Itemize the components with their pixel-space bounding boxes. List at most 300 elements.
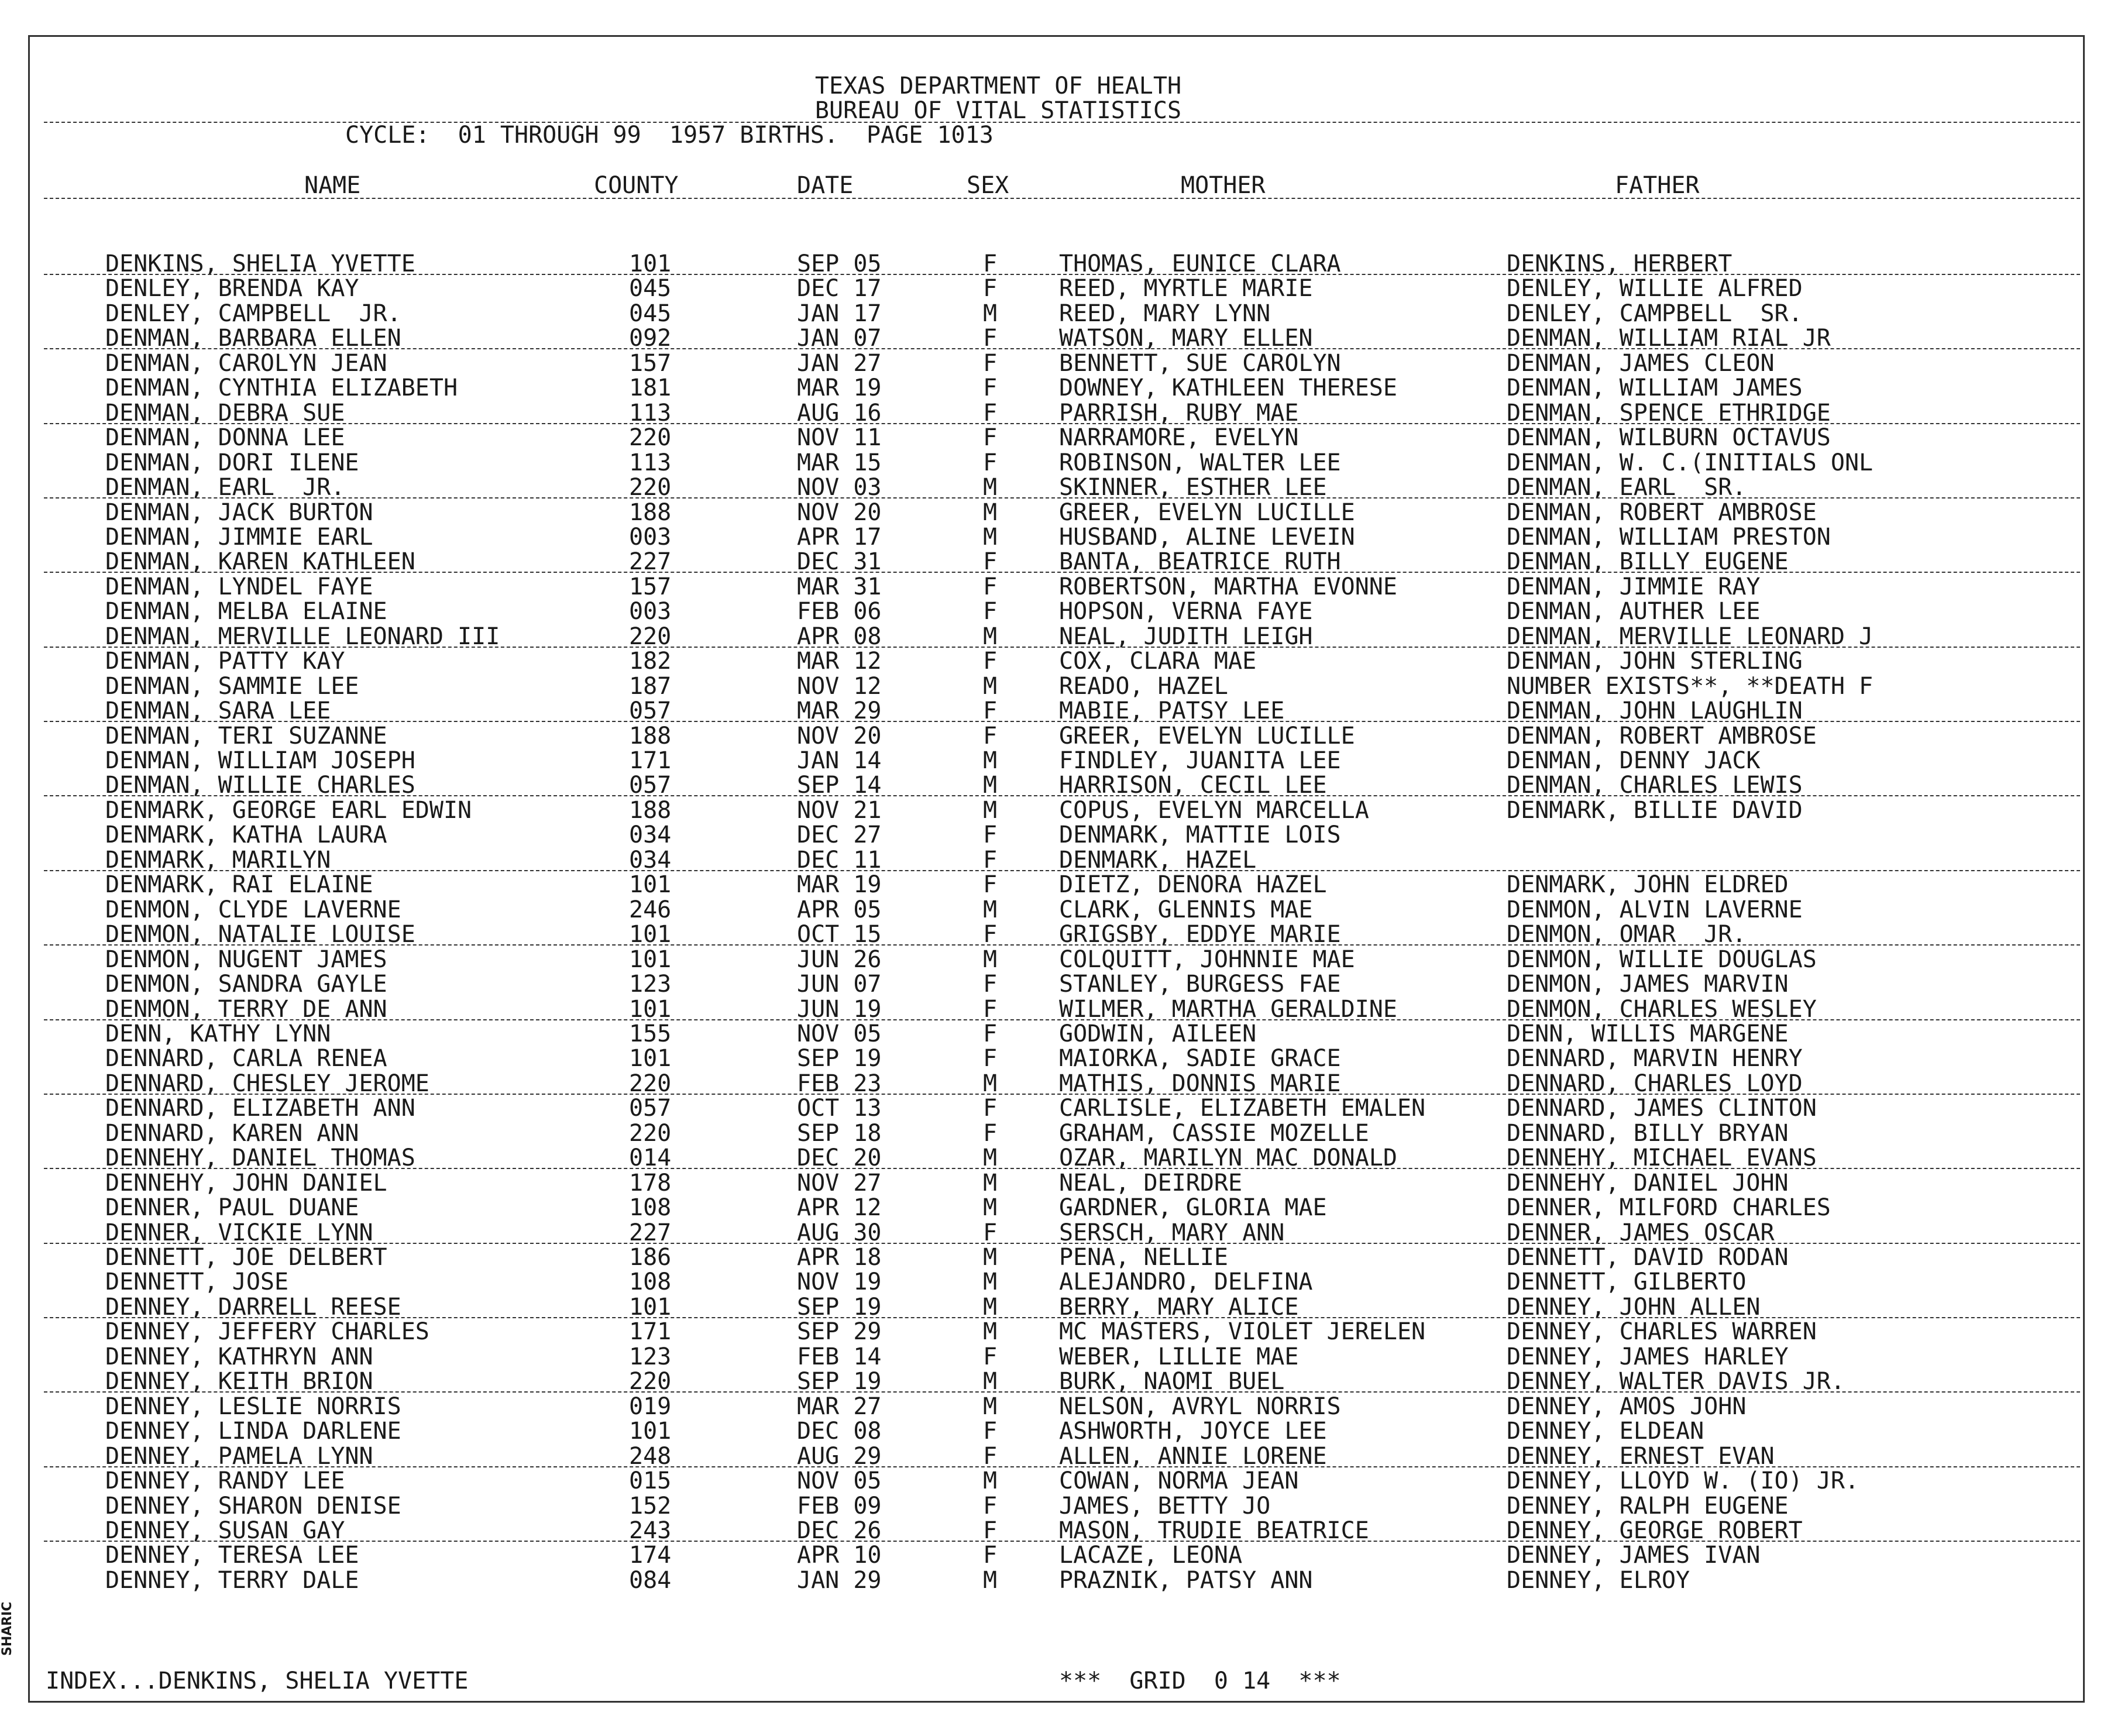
cell-county: 045 [629,275,672,302]
cell-mother: SKINNER, ESTHER LEE [1059,474,1327,501]
table-row [0,401,2114,425]
cell-mother: ALLEN, ANNIE LORENE [1059,1442,1327,1470]
cell-date: JAN 27 [797,349,882,377]
cell-father: DENNEY, LLOYD W. (IO) JR. [1507,1467,1859,1495]
cell-name: DENMON, NUGENT JAMES [105,946,387,973]
table-row [0,525,2114,549]
cell-father: DENNEY, GEORGE ROBERT [1507,1517,1803,1544]
cell-sex: F [983,1542,998,1569]
cell-date: JAN 07 [797,325,882,352]
cell-date: MAR 12 [797,648,882,675]
cell-date: DEC 20 [797,1144,882,1172]
cell-county: 092 [629,325,672,352]
col-header-mother: MOTHER [1181,172,1266,199]
cell-mother: COWAN, NORMA JEAN [1059,1467,1299,1495]
cell-name: DENNEY, DARRELL REESE [105,1293,401,1321]
table-row [0,276,2114,301]
footer-index: INDEX...DENKINS, SHELIA YVETTE [46,1668,469,1694]
cell-county: 157 [629,573,672,600]
cell-county: 101 [629,250,672,277]
cell-father: DENNEY, WALTER DAVIS JR. [1507,1368,1845,1395]
col-header-county: COUNTY [594,172,679,199]
cell-father: DENLEY, WILLIE ALFRED [1507,275,1803,302]
cell-sex: M [983,1368,998,1395]
cell-name: DENMAN, JIMMIE EARL [105,523,373,551]
cell-date: SEP 05 [797,250,882,277]
cell-date: AUG 30 [797,1219,882,1246]
cell-name: DENN, KATHY LYNN [105,1020,331,1047]
cell-father: DENN, WILLIS MARGENE [1507,1020,1789,1047]
cell-father: DENMAN, JIMMIE RAY [1507,573,1761,600]
cell-father: DENNEY, ELDEAN [1507,1418,1704,1445]
cell-mother: GREER, EVELYN LUCILLE [1059,499,1355,526]
cell-name: DENNEY, LINDA DARLENE [105,1418,401,1445]
cell-mother: MABIE, PATSY LEE [1059,697,1285,725]
table-row [0,1543,2114,1567]
cell-date: DEC 11 [797,846,882,874]
cell-county: 101 [629,1418,672,1445]
cell-father: DENNETT, GILBERTO [1507,1269,1747,1296]
table-row [0,649,2114,673]
cell-name: DENNARD, CARLA RENEA [105,1045,387,1072]
table-row [0,848,2114,872]
cell-mother: CARLISLE, ELIZABETH EMALEN [1059,1095,1426,1122]
cell-county: 057 [629,697,672,725]
cell-date: NOV 05 [797,1020,882,1047]
cell-name: DENNEY, JEFFERY CHARLES [105,1318,429,1346]
cell-name: DENNEY, TERESA LEE [105,1542,359,1569]
table-row [0,1319,2114,1344]
cell-sex: F [983,921,998,948]
cell-sex: F [983,424,998,452]
cell-father: DENMAN, MERVILLE LEONARD J [1507,623,1874,650]
table-row [0,500,2114,525]
cell-date: JUN 26 [797,946,882,973]
cell-county: 101 [629,921,672,948]
col-header-date: DATE [797,172,854,199]
cell-sex: M [983,946,998,973]
cell-name: DENMON, NATALIE LOUISE [105,921,415,948]
cell-sex: F [983,648,998,675]
cell-mother: NARRAMORE, EVELYN [1059,424,1299,452]
cell-father: DENMON, ALVIN LAVERNE [1507,896,1803,923]
cell-mother: GRIGSBY, EDDYE MARIE [1059,921,1341,948]
cell-county: 101 [629,946,672,973]
cell-name: DENNETT, JOSE [105,1269,289,1296]
cell-mother: MASON, TRUDIE BEATRICE [1059,1517,1369,1544]
cell-sex: F [983,275,998,302]
cell-sex: F [983,1095,998,1122]
cell-county: 034 [629,846,672,874]
table-row [0,872,2114,897]
cell-name: DENMAN, BARBARA ELLEN [105,325,401,352]
cell-mother: GARDNER, GLORIA MAE [1059,1194,1327,1222]
cell-county: 220 [629,1119,672,1147]
cell-name: DENNEHY, DANIEL THOMAS [105,1144,415,1172]
table-row [0,1096,2114,1120]
table-row [0,1121,2114,1146]
cell-name: DENMAN, KAREN KATHLEEN [105,548,415,576]
cell-name: DENMAN, LYNDEL FAYE [105,573,373,600]
cell-name: DENMAN, PATTY KAY [105,648,345,675]
cell-date: AUG 16 [797,399,882,427]
cell-father: DENNARD, JAMES CLINTON [1507,1095,1817,1122]
cell-county: 123 [629,1343,672,1370]
table-row [0,451,2114,475]
cell-mother: THOMAS, EUNICE CLARA [1059,250,1341,277]
table-row [0,1369,2114,1394]
cell-date: NOV 12 [797,672,882,700]
cell-father: DENMAN, WILBURN OCTAVUS [1507,424,1831,452]
cell-mother: WEBER, LILLIE MAE [1059,1343,1299,1370]
cell-county: 157 [629,349,672,377]
cell-father: DENMON, WILLIE DOUGLAS [1507,946,1817,973]
cell-date: NOV 05 [797,1467,882,1495]
cell-mother: GREER, EVELYN LUCILLE [1059,722,1355,750]
cell-mother: PRAZNIK, PATSY ANN [1059,1566,1313,1594]
cell-sex: F [983,1020,998,1047]
cell-date: AUG 29 [797,1442,882,1470]
table-row [0,748,2114,773]
table-row [0,1345,2114,1369]
cell-date: OCT 15 [797,921,882,948]
table-row [0,823,2114,847]
cell-date: MAR 15 [797,449,882,476]
cell-county: 174 [629,1542,672,1569]
row-group-rule [44,944,2080,946]
cell-county: 246 [629,896,672,923]
cell-county: 155 [629,1020,672,1047]
cell-mother: BURK, NAOMI BUEL [1059,1368,1285,1395]
cell-mother: REED, MARY LYNN [1059,300,1271,327]
cell-father: DENNEHY, MICHAEL EVANS [1507,1144,1817,1172]
cell-date: JAN 29 [797,1566,882,1594]
cell-mother: ASHWORTH, JOYCE LEE [1059,1418,1327,1445]
cell-name: DENMAN, JACK BURTON [105,499,373,526]
cell-mother: GODWIN, AILEEN [1059,1020,1257,1047]
cell-date: SEP 19 [797,1368,882,1395]
cell-sex: M [983,1144,998,1172]
table-row [0,997,2114,1022]
cell-sex: F [983,1442,998,1470]
table-row [0,773,2114,797]
cell-date: FEB 06 [797,598,882,625]
cell-date: MAR 19 [797,374,882,402]
table-row [0,549,2114,574]
cell-date: DEC 26 [797,1517,882,1544]
cell-father: DENNARD, MARVIN HENRY [1507,1045,1803,1072]
cell-mother: COLQUITT, JOHNNIE MAE [1059,946,1355,973]
cell-sex: F [983,573,998,600]
cell-county: 003 [629,598,672,625]
cell-sex: F [983,1219,998,1246]
table-row [0,922,2114,947]
cell-sex: M [983,1194,998,1222]
cell-county: 019 [629,1393,672,1420]
table-row [0,1195,2114,1220]
cell-county: 152 [629,1492,672,1520]
cell-father: DENMAN, JOHN STERLING [1507,648,1803,675]
cell-mother: BENNETT, SUE CAROLYN [1059,349,1341,377]
cell-father: DENMARK, BILLIE DAVID [1507,796,1803,824]
table-row [0,972,2114,996]
cell-name: DENMAN, CYNTHIA ELIZABETH [105,374,458,402]
cell-date: APR 17 [797,523,882,551]
cell-date: FEB 23 [797,1070,882,1097]
table-row [0,1469,2114,1493]
cell-county: 227 [629,1219,672,1246]
cell-date: SEP 14 [797,772,882,799]
table-row [0,1494,2114,1518]
cell-sex: F [983,1119,998,1147]
cell-name: DENMAN, CAROLYN JEAN [105,349,387,377]
cell-mother: DIETZ, DENORA HAZEL [1059,871,1327,899]
table-row [0,1071,2114,1096]
cell-date: FEB 09 [797,1492,882,1520]
column-header-rule [44,198,2080,199]
cell-sex: F [983,250,998,277]
cell-sex: M [983,1269,998,1296]
cell-county: 108 [629,1269,672,1296]
table-row [0,624,2114,649]
cell-sex: M [983,523,998,551]
cell-father: DENNEHY, DANIEL JOHN [1507,1169,1789,1197]
cell-mother: PENA, NELLIE [1059,1244,1228,1271]
cell-county: 188 [629,722,672,750]
cell-sex: M [983,623,998,650]
cell-sex: M [983,499,998,526]
table-row [0,1295,2114,1319]
row-group-rule [44,1168,2080,1169]
cell-sex: F [983,722,998,750]
cell-father: DENMAN, WILLIAM JAMES [1507,374,1803,402]
cell-name: DENNER, VICKIE LYNN [105,1219,373,1246]
cell-county: 220 [629,424,672,452]
cell-name: DENMARK, MARILYN [105,846,331,874]
table-row [0,699,2114,723]
table-row [0,674,2114,699]
cell-sex: F [983,971,998,998]
cell-name: DENMAN, WILLIE CHARLES [105,772,415,799]
cell-name: DENNETT, JOE DELBERT [105,1244,387,1271]
cell-date: DEC 17 [797,275,882,302]
cell-sex: M [983,1244,998,1271]
cell-sex: F [983,1517,998,1544]
cell-sex: F [983,995,998,1023]
cell-sex: M [983,1566,998,1594]
cell-date: JAN 17 [797,300,882,327]
table-row [0,1245,2114,1270]
table-row [0,1171,2114,1195]
cell-sex: M [983,1318,998,1346]
table-row [0,898,2114,922]
cell-name: DENMON, TERRY DE ANN [105,995,387,1023]
cell-father: DENMAN, DENNY JACK [1507,747,1761,774]
cell-name: DENNARD, KAREN ANN [105,1119,359,1147]
cell-name: DENLEY, BRENDA KAY [105,275,359,302]
cell-sex: M [983,1293,998,1321]
cell-father: NUMBER EXISTS**, **DEATH F [1507,672,1874,700]
cell-date: OCT 13 [797,1095,882,1122]
table-row [0,1146,2114,1170]
cell-date: DEC 08 [797,1418,882,1445]
cell-county: 057 [629,1095,672,1122]
cell-county: 084 [629,1566,672,1594]
cell-mother: MC MASTERS, VIOLET JERELEN [1059,1318,1426,1346]
footer-grid: *** GRID 0 14 *** [1059,1668,1341,1694]
cell-name: DENNEY, TERRY DALE [105,1566,359,1594]
cell-mother: WILMER, MARTHA GERALDINE [1059,995,1397,1023]
cell-date: MAR 19 [797,871,882,899]
cell-county: 034 [629,821,672,849]
cell-mother: HOPSON, VERNA FAYE [1059,598,1313,625]
cell-father: DENMAN, WILLIAM PRESTON [1507,523,1831,551]
cell-sex: M [983,772,998,799]
cycle-line: CYCLE: 01 THROUGH 99 1957 BIRTHS. PAGE 1013 [345,122,994,149]
cell-sex: F [983,598,998,625]
cell-county: 113 [629,449,672,476]
cell-father: DENMAN, EARL SR. [1507,474,1747,501]
cell-mother: HARRISON, CECIL LEE [1059,772,1327,799]
cell-name: DENNEHY, JOHN DANIEL [105,1169,387,1197]
cell-mother: CLARK, GLENNIS MAE [1059,896,1313,923]
cell-date: NOV 21 [797,796,882,824]
cell-father: DENNER, MILFORD CHARLES [1507,1194,1831,1222]
cell-sex: M [983,1070,998,1097]
cell-sex: F [983,325,998,352]
cell-date: JUN 07 [797,971,882,998]
table-row [0,1046,2114,1071]
cell-date: JUN 19 [797,995,882,1023]
cell-date: SEP 19 [797,1293,882,1321]
cell-county: 101 [629,995,672,1023]
cell-county: 182 [629,648,672,675]
cell-name: DENNEY, KEITH BRION [105,1368,373,1395]
cell-sex: F [983,399,998,427]
cell-date: MAR 27 [797,1393,882,1420]
cell-date: DEC 27 [797,821,882,849]
cell-date: SEP 29 [797,1318,882,1346]
cell-date: APR 18 [797,1244,882,1271]
cell-mother: FINDLEY, JUANITA LEE [1059,747,1341,774]
table-row [0,425,2114,450]
table-row [0,351,2114,376]
cell-father: DENKINS, HERBERT [1507,250,1733,277]
cell-county: 227 [629,548,672,576]
cell-mother: MAIORKA, SADIE GRACE [1059,1045,1341,1072]
cell-mother: JAMES, BETTY JO [1059,1492,1271,1520]
cell-date: MAR 29 [797,697,882,725]
cell-name: DENMARK, RAI ELAINE [105,871,373,899]
cell-name: DENMAN, TERI SUZANNE [105,722,387,750]
cell-date: NOV 11 [797,424,882,452]
cell-mother: NEAL, JUDITH LEIGH [1059,623,1313,650]
cell-name: DENNEY, RANDY LEE [105,1467,345,1495]
cell-date: APR 05 [797,896,882,923]
cell-county: 220 [629,1368,672,1395]
cell-mother: ALEJANDRO, DELFINA [1059,1269,1313,1296]
cell-sex: F [983,871,998,899]
cell-county: 015 [629,1467,672,1495]
cell-county: 045 [629,300,672,327]
cell-mother: DOWNEY, KATHLEEN THERESE [1059,374,1397,402]
cell-father: DENNEY, JAMES HARLEY [1507,1343,1789,1370]
cell-mother: STANLEY, BURGESS FAE [1059,971,1341,998]
table-row [0,376,2114,400]
cell-sex: F [983,821,998,849]
cell-date: NOV 20 [797,722,882,750]
cell-county: 108 [629,1194,672,1222]
cell-name: DENMAN, MELBA ELAINE [105,598,387,625]
cell-date: NOV 27 [797,1169,882,1197]
row-group-rule [44,497,2080,499]
cell-county: 003 [629,523,672,551]
cell-county: 101 [629,1045,672,1072]
cell-county: 178 [629,1169,672,1197]
cell-name: DENNEY, SHARON DENISE [105,1492,401,1520]
col-header-sex: SEX [967,172,1009,199]
cell-name: DENMON, SANDRA GAYLE [105,971,387,998]
table-row [0,575,2114,599]
cell-name: DENMAN, SAMMIE LEE [105,672,359,700]
cell-date: FEB 14 [797,1343,882,1370]
table-row [0,599,2114,624]
cell-name: DENMON, CLYDE LAVERNE [105,896,401,923]
table-row [0,1518,2114,1543]
cell-father: DENNEY, JAMES IVAN [1507,1542,1761,1569]
cell-date: NOV 03 [797,474,882,501]
cell-father: DENNEY, AMOS JOHN [1507,1393,1747,1420]
col-header-father: FATHER [1615,172,1700,199]
cell-father: DENMAN, SPENCE ETHRIDGE [1507,399,1831,427]
table-row [0,1022,2114,1046]
cell-name: DENMAN, MERVILLE LEONARD III [105,623,500,650]
cell-father: DENMON, OMAR JR. [1507,921,1747,948]
cell-sex: F [983,697,998,725]
cell-father: DENMAN, JAMES CLEON [1507,349,1775,377]
cell-sex: F [983,449,998,476]
cell-county: 248 [629,1442,672,1470]
cell-mother: LACAZE, LEONA [1059,1542,1243,1569]
cell-county: 243 [629,1517,672,1544]
cell-sex: M [983,474,998,501]
cell-father: DENNEY, ELROY [1507,1566,1690,1594]
cell-county: 014 [629,1144,672,1172]
cell-sex: F [983,1492,998,1520]
cell-sex: F [983,1343,998,1370]
cell-father: DENNER, JAMES OSCAR [1507,1219,1775,1246]
cell-mother: GRAHAM, CASSIE MOZELLE [1059,1119,1369,1147]
cell-mother: REED, MYRTLE MARIE [1059,275,1313,302]
cell-name: DENMAN, EARL JR. [105,474,345,501]
cell-father: DENMAN, ROBERT AMBROSE [1507,722,1817,750]
table-row [0,1221,2114,1245]
cell-mother: BANTA, BEATRICE RUTH [1059,548,1341,576]
cell-father: DENNEY, CHARLES WARREN [1507,1318,1817,1346]
cell-name: DENMAN, DORI ILENE [105,449,359,476]
cell-sex: M [983,896,998,923]
cell-mother: NEAL, DEIRDRE [1059,1169,1243,1197]
cell-father: DENMAN, ROBERT AMBROSE [1507,499,1817,526]
cell-name: DENMARK, KATHA LAURA [105,821,387,849]
cell-sex: F [983,846,998,874]
cell-father: DENNETT, DAVID RODAN [1507,1244,1789,1271]
header-bureau: BUREAU OF VITAL STATISTICS [814,97,1182,124]
cell-sex: M [983,1169,998,1197]
cell-name: DENMAN, WILLIAM JOSEPH [105,747,415,774]
cell-county: 171 [629,1318,672,1346]
cell-sex: M [983,672,998,700]
